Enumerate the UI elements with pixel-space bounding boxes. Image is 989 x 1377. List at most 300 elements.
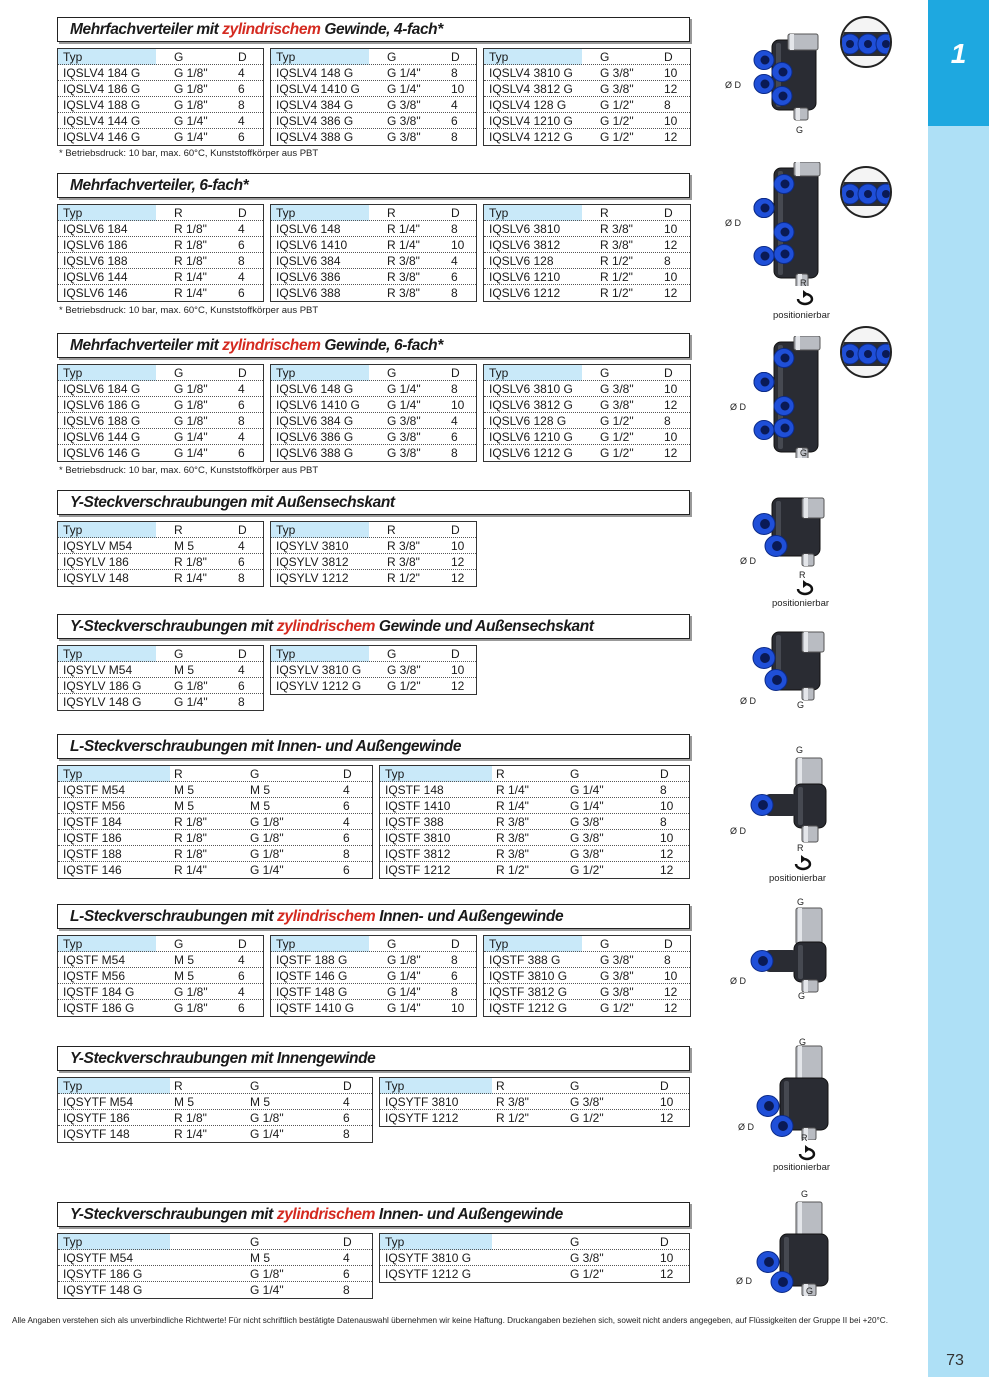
column-header: Typ: [63, 767, 83, 781]
part-number-cell: IQSLV6 144 G: [63, 430, 141, 444]
spec-cell: 6: [451, 969, 458, 983]
table-row[interactable]: [58, 830, 372, 846]
footnote: * Betriebsdruck: 10 bar, max. 60°C, Kunststoffkörper aus PBT: [59, 305, 319, 316]
table-header-row: [58, 766, 372, 782]
spec-cell: G 1/4": [250, 1283, 284, 1297]
part-number-cell: IQSTF M56: [63, 799, 126, 813]
table-row[interactable]: [58, 1094, 372, 1110]
table-row[interactable]: [58, 984, 263, 1000]
table-row[interactable]: [58, 846, 372, 862]
dimension-label: Ø D: [725, 218, 742, 228]
spec-cell: 10: [451, 82, 465, 96]
section-title-text: Mehrfachverteiler mit: [70, 21, 223, 38]
table-row[interactable]: [58, 538, 263, 554]
part-number-cell: IQSYTF 148: [63, 1127, 130, 1141]
table-row[interactable]: [58, 862, 372, 878]
table-row[interactable]: [58, 285, 263, 301]
spec-cell: 4: [238, 382, 245, 396]
column-header: Typ: [489, 937, 509, 951]
part-number-cell: IQSTF 388: [385, 815, 444, 829]
part-number-cell: IQSLV6 1212: [489, 286, 561, 300]
spec-cell: G 1/4": [570, 783, 604, 797]
table-row[interactable]: [484, 113, 690, 129]
table-row[interactable]: [484, 65, 690, 81]
part-number-cell: IQSLV4 3812 G: [489, 82, 573, 96]
column-header: D: [451, 50, 460, 64]
spec-cell: G 1/8": [250, 1111, 284, 1125]
table-row[interactable]: [484, 968, 690, 984]
table-row[interactable]: [271, 662, 476, 678]
spec-cell: R 1/2": [496, 863, 529, 877]
table-row[interactable]: [271, 952, 476, 968]
table-row[interactable]: [271, 129, 476, 145]
disclaimer-footer: Alle Angaben verstehen sich als unverbindliche Richtwerte! Für nicht schriftlich bestätigte Datenauswahl übernehmen wir keine Haftung. Druckangaben beziehen sich, soweit nicht anders angegeben, auf Flüssigkeiten der Gruppe II bei +20°C.: [12, 1316, 888, 1325]
spec-cell: G 1/4": [387, 1001, 421, 1015]
spec-cell: R 1/4": [174, 286, 207, 300]
column-header: G: [570, 1079, 580, 1093]
part-number-cell: IQSYTF 186 G: [63, 1267, 143, 1281]
table-row[interactable]: [271, 678, 476, 694]
column-header: D: [238, 937, 247, 951]
spec-cell: 6: [451, 270, 458, 284]
table-row[interactable]: [58, 97, 263, 113]
dimension-label: R: [799, 570, 806, 580]
table-row[interactable]: [58, 445, 263, 461]
spec-cell: 10: [660, 799, 674, 813]
dimension-label: G: [799, 1037, 807, 1047]
spec-cell: G 1/2": [600, 414, 634, 428]
column-header: Typ: [385, 1235, 405, 1249]
part-number-cell: IQSYTF 148 G: [63, 1283, 143, 1297]
spec-cell: R 3/8": [387, 286, 420, 300]
table-header-row: [484, 365, 690, 381]
section-title-text: L-Steckverschraubungen mit Innen- und Außengewinde: [70, 738, 462, 755]
spec-cell: G 3/8": [387, 446, 421, 460]
spec-cell: M 5: [174, 539, 195, 553]
part-number-cell: IQSYLV 186 G: [63, 679, 142, 693]
column-header: D: [238, 647, 247, 661]
column-header: G: [570, 767, 580, 781]
fitting-image: [748, 756, 838, 851]
table-row[interactable]: [58, 1126, 372, 1142]
column-header: Typ: [63, 366, 83, 380]
part-number-cell: IQSYTF M54: [63, 1095, 134, 1109]
spec-cell: G 3/8": [600, 382, 634, 396]
table-row[interactable]: [271, 413, 476, 429]
table-row[interactable]: [484, 221, 690, 237]
spec-cell: M 5: [174, 969, 195, 983]
spec-cell: R 1/4": [174, 1127, 207, 1141]
product-section: [57, 614, 690, 735]
spec-cell: 6: [238, 555, 245, 569]
table-row[interactable]: [58, 798, 372, 814]
part-number-cell: IQSTF 188: [63, 847, 122, 861]
spec-cell: 8: [238, 571, 245, 585]
table-header-row: [58, 1078, 372, 1094]
part-number-cell: IQSLV4 388 G: [276, 130, 354, 144]
spec-cell: 12: [664, 82, 678, 96]
table-row[interactable]: [380, 830, 689, 846]
spec-cell: 8: [451, 985, 458, 999]
part-number-cell: IQSLV6 148: [276, 222, 341, 236]
table-group: [57, 765, 690, 877]
table-row[interactable]: [380, 814, 689, 830]
column-header: G: [570, 1235, 580, 1249]
table-row[interactable]: [58, 113, 263, 129]
product-table: [379, 1077, 690, 1127]
column-header: Typ: [489, 50, 509, 64]
table-row[interactable]: [58, 814, 372, 830]
table-row[interactable]: [58, 782, 372, 798]
part-number-cell: IQSLV6 3812 G: [489, 398, 573, 412]
table-row[interactable]: [271, 97, 476, 113]
part-number-cell: IQSTF 1410: [385, 799, 451, 813]
spec-cell: 4: [343, 1095, 350, 1109]
spec-cell: R 1/8": [174, 254, 207, 268]
spec-cell: 4: [343, 1251, 350, 1265]
spec-cell: 10: [451, 398, 465, 412]
dimension-label: G: [800, 448, 808, 458]
spec-cell: 8: [451, 66, 458, 80]
table-row[interactable]: [380, 1094, 689, 1110]
table-row[interactable]: [484, 81, 690, 97]
spec-cell: G 1/8": [174, 679, 208, 693]
column-header: D: [238, 523, 247, 537]
table-row[interactable]: [271, 237, 476, 253]
table-row[interactable]: [58, 413, 263, 429]
part-number-cell: IQSLV4 1212 G: [489, 130, 573, 144]
table-row[interactable]: [58, 237, 263, 253]
table-row[interactable]: [271, 968, 476, 984]
spec-cell: 8: [451, 130, 458, 144]
product-table: [57, 1233, 373, 1299]
section-title-text: Gewinde und Außensechskant: [375, 618, 594, 635]
table-row[interactable]: [58, 1266, 372, 1282]
table-header-row: [271, 646, 476, 662]
table-row[interactable]: [271, 65, 476, 81]
section-title: [57, 614, 690, 639]
section-title-highlight: zylindrischem: [276, 618, 376, 635]
spec-cell: G 1/2": [600, 114, 634, 128]
spec-cell: G 1/4": [174, 446, 208, 460]
dimension-label: Ø D: [738, 1122, 755, 1132]
table-row[interactable]: [271, 397, 476, 413]
product-table: [57, 1077, 373, 1143]
section-title-text: L-Steckverschraubungen mit: [70, 908, 278, 925]
table-header-row: [58, 936, 263, 952]
table-row[interactable]: [484, 429, 690, 445]
part-number-cell: IQSLV4 144 G: [63, 114, 141, 128]
spec-cell: 6: [238, 286, 245, 300]
spec-cell: G 3/8": [570, 831, 604, 845]
table-row[interactable]: [380, 782, 689, 798]
spec-cell: G 1/4": [174, 114, 208, 128]
column-header: G: [174, 647, 184, 661]
spec-cell: 4: [451, 254, 458, 268]
table-row[interactable]: [271, 1000, 476, 1016]
table-row[interactable]: [58, 554, 263, 570]
spec-cell: 8: [451, 446, 458, 460]
spec-cell: G 1/4": [387, 398, 421, 412]
spec-cell: R 3/8": [496, 831, 529, 845]
part-number-cell: IQSLV6 188 G: [63, 414, 141, 428]
spec-cell: 10: [451, 663, 465, 677]
table-row[interactable]: [271, 445, 476, 461]
spec-cell: 8: [451, 953, 458, 967]
part-number-cell: IQSLV6 188: [63, 254, 128, 268]
table-row[interactable]: [271, 984, 476, 1000]
table-row[interactable]: [58, 253, 263, 269]
spec-cell: G 3/8": [600, 953, 634, 967]
part-number-cell: IQSTF M56: [63, 969, 126, 983]
spec-cell: 10: [451, 1001, 465, 1015]
part-number-cell: IQSYTF 186: [63, 1111, 130, 1125]
column-header: D: [238, 206, 247, 220]
table-row[interactable]: [58, 968, 263, 984]
column-header: Typ: [385, 767, 405, 781]
dimension-label: Ø D: [740, 696, 757, 706]
column-header: G: [250, 1079, 260, 1093]
column-header: G: [174, 937, 184, 951]
section-title-text: Gewinde, 4-fach*: [320, 21, 443, 38]
product-table: [270, 364, 477, 462]
spec-cell: 6: [238, 130, 245, 144]
column-header: D: [343, 767, 352, 781]
product-table: [483, 204, 691, 302]
table-row[interactable]: [380, 862, 689, 878]
column-header: Typ: [63, 647, 83, 661]
column-header: D: [451, 366, 460, 380]
spec-cell: 8: [238, 254, 245, 268]
table-header-row: [271, 936, 476, 952]
table-row[interactable]: [380, 846, 689, 862]
column-header: Typ: [489, 366, 509, 380]
table-row[interactable]: [271, 285, 476, 301]
table-row[interactable]: [271, 221, 476, 237]
detail-zoom-icon: [840, 326, 892, 378]
product-table: [270, 521, 477, 587]
table-row[interactable]: [58, 65, 263, 81]
table-row[interactable]: [484, 237, 690, 253]
spec-cell: G 1/2": [570, 863, 604, 877]
table-row[interactable]: [271, 429, 476, 445]
fitting-image: [748, 906, 838, 999]
section-title-text: Mehrfachverteiler, 6-fach*: [70, 177, 249, 194]
spec-cell: 4: [343, 783, 350, 797]
dimension-label: Ø D: [740, 556, 757, 566]
spec-cell: G 1/8": [250, 1267, 284, 1281]
spec-cell: R 1/8": [174, 815, 207, 829]
spec-cell: G 3/8": [387, 114, 421, 128]
part-number-cell: IQSLV4 3810 G: [489, 66, 573, 80]
table-row[interactable]: [58, 397, 263, 413]
spec-cell: R 1/8": [174, 222, 207, 236]
table-row[interactable]: [271, 554, 476, 570]
spec-cell: G 1/8": [174, 1001, 208, 1015]
part-number-cell: IQSTF 148 G: [276, 985, 348, 999]
product-table: [379, 1233, 690, 1283]
part-number-cell: IQSLV6 186: [63, 238, 128, 252]
spec-cell: 6: [451, 430, 458, 444]
table-row[interactable]: [58, 662, 263, 678]
section-title-highlight: zylindrischem: [222, 337, 321, 354]
dimension-label: Ø D: [730, 976, 747, 986]
part-number-cell: IQSLV6 386 G: [276, 430, 354, 444]
table-row[interactable]: [271, 381, 476, 397]
table-row[interactable]: [271, 570, 476, 586]
column-header: Typ: [63, 206, 83, 220]
table-row[interactable]: [484, 397, 690, 413]
fitting-image: [744, 1044, 834, 1145]
product-table: [483, 364, 691, 462]
spec-cell: 12: [664, 286, 678, 300]
table-group: [57, 204, 690, 300]
part-number-cell: IQSLV6 1210 G: [489, 430, 573, 444]
spec-cell: R 3/8": [387, 270, 420, 284]
table-header-row: [271, 365, 476, 381]
part-number-cell: IQSLV4 1410 G: [276, 82, 360, 96]
spec-cell: 6: [238, 398, 245, 412]
spec-cell: 6: [238, 1001, 245, 1015]
table-row[interactable]: [58, 952, 263, 968]
spec-cell: R 1/4": [174, 571, 207, 585]
part-number-cell: IQSYLV 148 G: [63, 695, 142, 709]
table-row[interactable]: [58, 269, 263, 285]
dimension-label: G: [801, 1189, 809, 1199]
spec-cell: G 3/8": [600, 985, 634, 999]
spec-cell: 12: [660, 847, 674, 861]
column-header: D: [451, 937, 460, 951]
table-row[interactable]: [58, 694, 263, 710]
table-row[interactable]: [484, 952, 690, 968]
table-row[interactable]: [380, 1110, 689, 1126]
table-row[interactable]: [58, 1110, 372, 1126]
table-header-row: [484, 49, 690, 65]
rotate-icon: [794, 290, 816, 311]
detail-zoom-icon: [840, 16, 892, 68]
spec-cell: 4: [238, 953, 245, 967]
section-title-text: Y-Steckverschraubungen mit Außensechskant: [70, 494, 395, 511]
table-row[interactable]: [58, 81, 263, 97]
product-section: [57, 333, 690, 460]
part-number-cell: IQSTF 184: [63, 815, 122, 829]
table-row[interactable]: [58, 678, 263, 694]
spec-cell: 6: [343, 863, 350, 877]
spec-cell: G 1/2": [600, 446, 634, 460]
column-header: R: [496, 1079, 505, 1093]
spec-cell: 6: [238, 446, 245, 460]
table-row[interactable]: [58, 221, 263, 237]
spec-cell: 6: [238, 238, 245, 252]
fitting-image: [740, 336, 830, 463]
table-row[interactable]: [484, 269, 690, 285]
spec-cell: R 1/4": [174, 863, 207, 877]
spec-cell: M 5: [174, 663, 195, 677]
table-row[interactable]: [484, 1000, 690, 1016]
section-title: [57, 904, 690, 929]
part-number-cell: IQSTF 1212: [385, 863, 451, 877]
table-row[interactable]: [58, 1000, 263, 1016]
spec-cell: M 5: [250, 1095, 271, 1109]
table-row[interactable]: [271, 253, 476, 269]
table-row[interactable]: [271, 113, 476, 129]
part-number-cell: IQSTF 3812: [385, 847, 451, 861]
table-row[interactable]: [484, 984, 690, 1000]
column-header: G: [600, 937, 610, 951]
table-row[interactable]: [484, 97, 690, 113]
positionable-label: positionierbar: [769, 873, 827, 884]
part-number-cell: IQSYLV M54: [63, 663, 133, 677]
spec-cell: 8: [660, 815, 667, 829]
dimension-label: G: [796, 745, 804, 755]
part-number-cell: IQSLV6 144: [63, 270, 128, 284]
spec-cell: R 1/4": [387, 238, 420, 252]
table-header-row: [58, 49, 263, 65]
table-row[interactable]: [271, 269, 476, 285]
part-number-cell: IQSLV4 188 G: [63, 98, 141, 112]
spec-cell: G 3/8": [570, 847, 604, 861]
column-header: D: [238, 366, 247, 380]
table-row[interactable]: [484, 253, 690, 269]
table-row[interactable]: [380, 798, 689, 814]
table-row[interactable]: [58, 429, 263, 445]
dimension-label: R: [801, 1133, 808, 1143]
spec-cell: 6: [238, 82, 245, 96]
product-section: [57, 734, 690, 877]
table-row[interactable]: [58, 570, 263, 586]
column-header: G: [387, 937, 397, 951]
table-row[interactable]: [484, 285, 690, 301]
part-number-cell: IQSYLV 186: [63, 555, 129, 569]
footnote: * Betriebsdruck: 10 bar, max. 60°C, Kunststoffkörper aus PBT: [59, 148, 319, 159]
spec-cell: 8: [238, 98, 245, 112]
table-row[interactable]: [58, 129, 263, 145]
spec-cell: 12: [660, 1267, 674, 1281]
table-row[interactable]: [484, 129, 690, 145]
table-row[interactable]: [484, 381, 690, 397]
table-row[interactable]: [484, 413, 690, 429]
spec-cell: G 1/2": [600, 98, 634, 112]
spec-cell: 10: [451, 539, 465, 553]
spec-cell: G 1/2": [570, 1267, 604, 1281]
table-header-row: [271, 522, 476, 538]
spec-cell: 10: [660, 1251, 674, 1265]
table-row[interactable]: [380, 1266, 689, 1282]
table-row[interactable]: [380, 1250, 689, 1266]
part-number-cell: IQSTF 146: [63, 863, 122, 877]
spec-cell: M 5: [174, 799, 195, 813]
column-header: R: [600, 206, 609, 220]
column-header: Typ: [63, 1079, 83, 1093]
table-row[interactable]: [58, 381, 263, 397]
spec-cell: G 1/8": [250, 815, 284, 829]
column-header: D: [343, 1235, 352, 1249]
spec-cell: R 1/8": [174, 831, 207, 845]
table-row[interactable]: [271, 81, 476, 97]
spec-cell: M 5: [174, 783, 195, 797]
spec-cell: G 1/8": [174, 66, 208, 80]
spec-cell: R 1/4": [387, 222, 420, 236]
table-row[interactable]: [271, 538, 476, 554]
table-header-row: [58, 205, 263, 221]
part-number-cell: IQSLV6 3810: [489, 222, 561, 236]
spec-cell: R 1/8": [174, 847, 207, 861]
table-row[interactable]: [58, 1250, 372, 1266]
spec-cell: 10: [664, 969, 678, 983]
table-row[interactable]: [58, 1282, 372, 1298]
table-row[interactable]: [484, 445, 690, 461]
table-header-row: [484, 936, 690, 952]
